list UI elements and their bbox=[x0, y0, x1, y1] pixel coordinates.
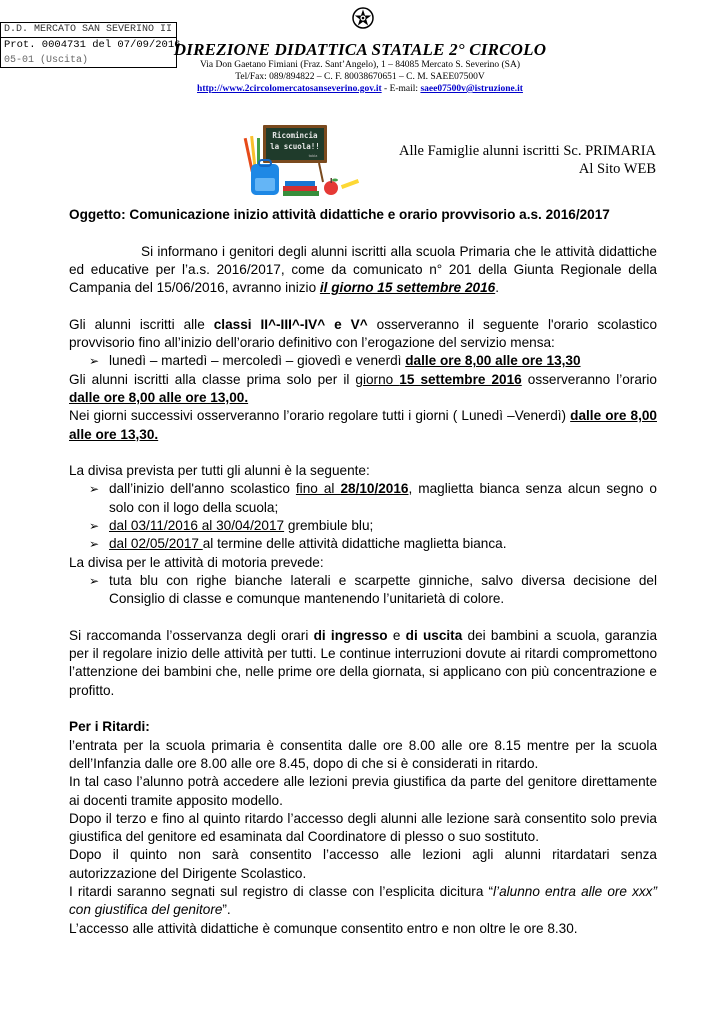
recipient-website: Al Sito WEB bbox=[578, 161, 656, 177]
observance-ingresso: di ingresso bbox=[313, 627, 388, 643]
first-class-day: giorno bbox=[355, 371, 400, 387]
stamp-office: D.D. MERCATO SAN SEVERINO II bbox=[1, 23, 176, 38]
delays-paragraph-6: L’accesso alle attività didattiche è comunque consentito entro e non oltre le ore 8.30. bbox=[69, 920, 578, 936]
uniform-item-2 bbox=[69, 517, 657, 535]
school-links bbox=[160, 83, 560, 95]
next-days-text: Nei giorni successivi osserveranno l’orario regolare tutti i giorni ( Lunedì –Venerdì) bbox=[69, 408, 571, 424]
email-link[interactable]: saee07500v@istruzione.it bbox=[420, 84, 523, 94]
observance-paragraph bbox=[69, 627, 657, 700]
delays-p5-text-a: I ritardi saranno segnati sul registro di classe con l’esplicita dicitura “ bbox=[69, 883, 494, 899]
intro-paragraph bbox=[69, 243, 657, 298]
uniform-item-1-text-a: dall’inizio dell'anno scolastico bbox=[109, 481, 296, 497]
intro-text: Si informano i genitori degli alunni iscritti alla scuola Primaria che le attività didattiche ed educative per l’a.s. 2016/2017, come da comunicato n° 201 della Giunta Regionale della Campania del 15/06/2016, avranno inizio bbox=[69, 243, 657, 296]
uniform-item-2-text: grembiule blu; bbox=[284, 518, 374, 534]
delays-heading: Per i Ritardi: bbox=[69, 719, 150, 735]
schedule-text-a: Gli alunni iscritti alle bbox=[69, 316, 214, 332]
observance-text-b: dei bambini a scuola, garanzia per il regolare inizio delle attività per tutti. Le continue interruzioni dovute ai ritardi compromettono l’attenzione dei bambini che, nelle prime ore della giornata, si applicano con più concentrazione e profitto. bbox=[69, 627, 658, 698]
intro-end: . bbox=[495, 280, 499, 296]
first-class-hours: dalle ore 8,00 alle ore 13,00. bbox=[69, 389, 249, 405]
uniform-intro: La divisa prevista per tutti gli alunni è la seguente: bbox=[69, 463, 370, 479]
observance-uscita: di uscita bbox=[405, 627, 463, 643]
school-header bbox=[160, 40, 560, 95]
arrow-bullet-icon: ➢ bbox=[89, 519, 100, 534]
school-address: Via Don Gaetano Fimiani (Fraz. Sant’Angelo), 1 – 84085 Mercato S. Severino (SA) bbox=[200, 60, 520, 70]
protocol-stamp bbox=[0, 22, 181, 68]
board-text-1: Ricomincia bbox=[272, 131, 318, 140]
uniform-item-1-until: fino al bbox=[295, 481, 341, 497]
email-label: - E-mail: bbox=[381, 84, 421, 94]
board-text-small: tabla bbox=[308, 154, 318, 158]
school-contacts: Tel/Fax: 089/894822 – C. F. 80038670651 – C. M. SAEE07500V bbox=[235, 71, 485, 82]
first-class-paragraph bbox=[69, 371, 657, 408]
uniform-item-1-text-b: , maglietta bianca senza alcun segno o solo con il logo della scuola; bbox=[109, 481, 657, 515]
back-to-school-illustration bbox=[243, 124, 363, 198]
next-days-paragraph bbox=[69, 407, 657, 444]
delays-paragraph-2: In tal caso l’alunno potrà accedere alle lezioni previa giustifica da parte del genitore direttamente ai docenti tramite apposito modello. bbox=[69, 774, 657, 808]
stamp-protocol-number: Prot. 0004731 del 07/09/2016 bbox=[4, 39, 181, 51]
classes-label: classi II^-III^-IV^ e V^ bbox=[213, 316, 368, 332]
subject-line: Oggetto: Comunicazione inizio attività didattiche e orario provvisorio a.s. 2016/2017 bbox=[69, 207, 610, 222]
first-class-date: 15 settembre 2016 bbox=[399, 371, 522, 387]
motoria-item bbox=[69, 572, 657, 609]
first-class-text-b: osserveranno l’orario bbox=[521, 371, 657, 387]
start-date: il giorno 15 settembre 2016 bbox=[319, 280, 496, 296]
uniform-item-3-text: al termine delle attività didattiche maglietta bianca. bbox=[202, 536, 507, 552]
uniform-item-1 bbox=[69, 480, 657, 517]
board-text-2: la scuola!! bbox=[270, 142, 320, 151]
weekday-item bbox=[69, 352, 657, 370]
arrow-bullet-icon: ➢ bbox=[89, 573, 100, 588]
observance-text-a: Si raccomanda l’osservanza degli orari bbox=[69, 627, 314, 643]
arrow-bullet-icon: ➢ bbox=[89, 537, 100, 552]
weekdays: lunedì – martedì – mercoledì – giovedì e venerdì bbox=[109, 353, 406, 369]
school-name: DIREZIONE DIDATTICA STATALE 2° CIRCOLO bbox=[173, 40, 547, 59]
uniform-item-1-date: 28/10/2016 bbox=[340, 481, 409, 497]
website-link[interactable]: http://www.2circolomercatosanseverino.gov.it bbox=[197, 84, 382, 94]
delays-p5-quote: l’alunno entra alle ore xxx” con giustifica del genitore bbox=[69, 883, 657, 918]
letter-body bbox=[69, 206, 657, 938]
delays-paragraph-4: Dopo il quinto non sarà consentito l’accesso alle lezioni agli alunni ritardatari senza autorizzazione del Dirigente Scolastico. bbox=[69, 847, 657, 881]
first-class-text-a: Gli alunni iscritti alla classe prima solo per il bbox=[69, 371, 356, 387]
uniform-item-2-dates: dal 03/11/2016 al 30/04/2017 bbox=[109, 518, 285, 534]
next-days-hours: dalle ore 8,00 alle ore 13,30. bbox=[69, 408, 657, 442]
weekday-hours: dalle ore 8,00 alle ore 13,30 bbox=[405, 353, 581, 369]
delays-paragraph-3: Dopo il terzo e fino al quinto ritardo l’accesso degli alunni alle lezione sarà consentito solo previa giustifica del genitore ed esaminata dal Coordinatore di plesso o suo sostituto. bbox=[69, 810, 657, 845]
delays-p5-text-b: ”. bbox=[222, 902, 231, 918]
recipient-families: Alle Famiglie alunni iscritti Sc. PRIMARIA bbox=[399, 143, 656, 159]
uniform-item-3-date: dal 02/05/2017 bbox=[109, 536, 203, 552]
delays-paragraph-1: l’entrata per la scuola primaria è consentita dalle ore 8.00 alle ore 8.15 mentre per la scuola dell’Infanzia dalle ore 8.00 alle ore 8.45, dopo di che si è considerati in ritardo. bbox=[69, 737, 657, 771]
delays-paragraph-5 bbox=[69, 883, 657, 920]
stamp-classification: 05-01 (Uscita) bbox=[4, 55, 89, 66]
republic-emblem-icon bbox=[352, 6, 374, 30]
observance-mid: e bbox=[387, 627, 406, 643]
motoria-item-text: tuta blu con righe bianche laterali e scarpette ginniche, salvo diversa decisione del Consiglio di classe e comunque mantenendo l’unitarietà di colore. bbox=[109, 572, 657, 607]
arrow-bullet-icon: ➢ bbox=[89, 354, 100, 369]
recipients bbox=[399, 142, 656, 178]
motoria-intro: La divisa per le attività di motoria prevede: bbox=[69, 554, 324, 570]
schedule-paragraph bbox=[69, 316, 657, 353]
arrow-bullet-icon: ➢ bbox=[89, 482, 100, 497]
uniform-item-3 bbox=[69, 535, 657, 553]
schedule-text-b: osserveranno il seguente l'orario scolastico provvisorio fino all’inizio dell’orario definitivo con l’erogazione del servizio mensa: bbox=[69, 316, 657, 351]
